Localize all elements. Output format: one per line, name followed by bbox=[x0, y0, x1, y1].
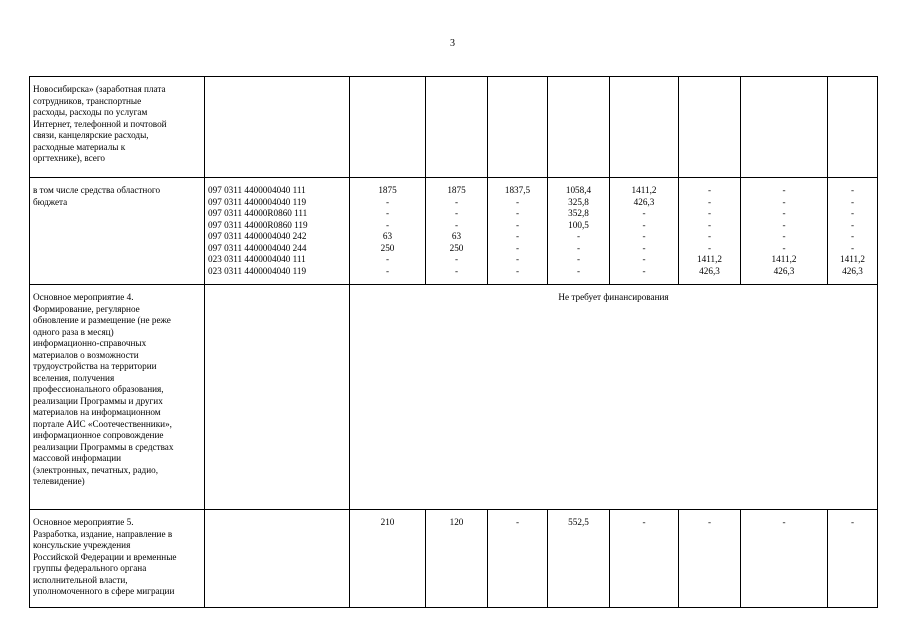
row-title-line: уполномоченного в сфере миграции bbox=[33, 586, 175, 596]
row-title-line: портале АИС «Соотечественники», bbox=[33, 418, 172, 429]
value-cell bbox=[548, 77, 610, 178]
table-row bbox=[30, 178, 878, 285]
row-title-line: бюджета bbox=[33, 196, 68, 207]
row-title-line: расходы, расходы по услугам bbox=[33, 107, 148, 117]
value-cell bbox=[828, 178, 878, 285]
cell-value: - bbox=[576, 254, 581, 264]
row-title-line: обновление и размещение (не реже bbox=[33, 315, 171, 325]
value-cell bbox=[350, 510, 426, 608]
cell-value: - bbox=[850, 196, 855, 207]
cell-value: - bbox=[782, 185, 786, 195]
row-title-line: Разработка, издание, направление в bbox=[33, 528, 173, 539]
cell-value: 250 bbox=[380, 242, 395, 253]
budget-code-cell bbox=[205, 178, 350, 285]
cell-value: 1411,2 bbox=[771, 254, 797, 264]
cell-value: - bbox=[707, 242, 712, 253]
cell-value: - bbox=[642, 265, 646, 276]
row-title-line: группы федерального органа bbox=[33, 563, 147, 573]
value-cell bbox=[426, 77, 488, 178]
budget-code: 097 0311 4400004040 111 bbox=[208, 185, 306, 195]
cell-value: - bbox=[454, 254, 459, 264]
cell-value: - bbox=[850, 242, 855, 253]
budget-code: 097 0311 4400004040 119 bbox=[208, 196, 307, 207]
cell-value: - bbox=[707, 219, 712, 230]
cell-value: - bbox=[515, 196, 520, 207]
value-cell bbox=[488, 178, 548, 285]
row-title-line: Основное мероприятие 5. bbox=[33, 517, 134, 527]
cell-value: - bbox=[850, 219, 855, 230]
cell-value: 426,3 bbox=[699, 265, 720, 276]
cell-value: - bbox=[515, 517, 520, 527]
cell-value: - bbox=[515, 265, 520, 276]
row-title-line: профессионального образования, bbox=[33, 384, 164, 394]
cell-value: - bbox=[515, 231, 520, 241]
row-title-cell bbox=[30, 178, 205, 285]
value-cell bbox=[679, 77, 741, 178]
row-title-line: массовой информации bbox=[33, 453, 122, 463]
cell-value: 426,3 bbox=[633, 196, 655, 207]
cell-value: - bbox=[454, 196, 459, 207]
cell-value: - bbox=[576, 231, 581, 241]
row-title-cell bbox=[30, 285, 205, 510]
cell-value: - bbox=[707, 196, 712, 207]
cell-value: - bbox=[515, 208, 520, 218]
cell-value: - bbox=[642, 242, 646, 253]
cell-value: - bbox=[707, 231, 712, 241]
no-funding-cell bbox=[350, 285, 878, 510]
cell-value: - bbox=[454, 219, 459, 230]
cell-value: - bbox=[782, 231, 786, 241]
cell-value: 426,3 bbox=[842, 265, 863, 276]
cell-value: 1875 bbox=[447, 185, 466, 195]
value-cell bbox=[741, 77, 828, 178]
cell-value: - bbox=[385, 208, 390, 218]
value-cell bbox=[548, 510, 610, 608]
table-row bbox=[30, 285, 878, 510]
cell-value: - bbox=[642, 254, 646, 264]
cell-value: 120 bbox=[449, 517, 464, 527]
row-title-line: материалов о возможности bbox=[33, 349, 139, 360]
value-cell bbox=[350, 77, 426, 178]
budget-code-cell bbox=[205, 510, 350, 608]
cell-value: 210 bbox=[380, 517, 395, 527]
cell-value: 1837,5 bbox=[504, 185, 531, 195]
no-funding-note: Не требует финансирования bbox=[558, 292, 669, 302]
cell-value: - bbox=[707, 208, 712, 218]
cell-value: - bbox=[707, 185, 712, 195]
cell-value: - bbox=[850, 185, 855, 195]
value-cell bbox=[488, 510, 548, 608]
value-cell bbox=[426, 510, 488, 608]
cell-value: - bbox=[642, 208, 646, 218]
cell-value: - bbox=[782, 196, 786, 207]
value-cell bbox=[488, 77, 548, 178]
row-title-line: исполнительной власти, bbox=[33, 574, 128, 585]
row-title-line: Новосибирска» (заработная плата bbox=[33, 84, 166, 94]
cell-value: - bbox=[454, 208, 459, 218]
cell-value: - bbox=[385, 196, 390, 207]
cell-value: 1058,4 bbox=[565, 185, 592, 195]
row-title-line: вселения, получения bbox=[33, 372, 115, 383]
value-cell bbox=[741, 178, 828, 285]
value-cell bbox=[828, 510, 878, 608]
cell-value: - bbox=[707, 517, 712, 527]
cell-value: 100,5 bbox=[568, 219, 589, 230]
row-title-line: оргтехнике), всего bbox=[33, 153, 106, 163]
cell-value: - bbox=[385, 265, 390, 276]
cell-value: - bbox=[515, 242, 520, 253]
row-title-line: Основное мероприятие 4. bbox=[33, 292, 134, 302]
budget-table bbox=[29, 76, 878, 608]
row-title-line: материалов на информационном bbox=[33, 407, 161, 417]
cell-value: - bbox=[385, 254, 390, 264]
cell-value: - bbox=[454, 265, 459, 276]
row-title-line: Интернет, телефонной и почтовой bbox=[33, 118, 167, 129]
row-title-line: Формирование, регулярное bbox=[33, 303, 140, 314]
cell-value: - bbox=[850, 231, 855, 241]
value-cell bbox=[610, 510, 679, 608]
cell-value: - bbox=[642, 517, 646, 527]
row-title-line: реализации Программы и других bbox=[33, 395, 163, 406]
cell-value: 552,5 bbox=[568, 517, 589, 527]
budget-code: 097 0311 4400004040 244 bbox=[208, 242, 307, 253]
row-title-line: (электронных, печатных, радио, bbox=[33, 464, 159, 475]
budget-code: 023 0311 4400004040 119 bbox=[208, 265, 307, 276]
cell-value: 250 bbox=[449, 242, 464, 253]
cell-value: 1411,2 bbox=[631, 185, 657, 195]
cell-value: - bbox=[515, 219, 520, 230]
value-cell bbox=[548, 178, 610, 285]
row-title-cell bbox=[30, 77, 205, 178]
cell-value: 1875 bbox=[378, 185, 397, 195]
cell-value: 63 bbox=[382, 231, 393, 241]
cell-value: 352,8 bbox=[568, 208, 589, 218]
cell-value: 63 bbox=[451, 231, 462, 241]
page-number: 3 bbox=[450, 38, 455, 49]
cell-value: - bbox=[642, 231, 646, 241]
row-title-line: реализации Программы в средствах bbox=[33, 441, 174, 452]
table-row bbox=[30, 510, 878, 608]
row-title-line: телевидение) bbox=[33, 476, 85, 486]
cell-value: 325,8 bbox=[568, 196, 589, 207]
cell-value: - bbox=[642, 219, 646, 230]
budget-code: 097 0311 44000R0860 119 bbox=[208, 219, 308, 230]
cell-value: - bbox=[782, 219, 786, 230]
row-title-line: информационно-справочных bbox=[33, 338, 147, 348]
value-cell bbox=[679, 510, 741, 608]
value-cell bbox=[741, 510, 828, 608]
value-cell bbox=[350, 178, 426, 285]
cell-value: - bbox=[515, 254, 520, 264]
cell-value: - bbox=[850, 517, 855, 527]
cell-value: - bbox=[850, 208, 855, 218]
row-title-line: Российской Федерации и временные bbox=[33, 551, 177, 562]
cell-value: - bbox=[782, 242, 786, 253]
cell-value: - bbox=[576, 265, 581, 276]
row-title-line: информационное сопровождение bbox=[33, 430, 164, 440]
row-title-line: одного раза в месяц) bbox=[33, 326, 114, 337]
cell-value: - bbox=[782, 517, 786, 527]
value-cell bbox=[610, 77, 679, 178]
cell-value: - bbox=[576, 242, 581, 253]
cell-value: - bbox=[782, 208, 786, 218]
budget-code: 097 0311 4400004040 242 bbox=[208, 231, 307, 241]
row-title-line: связи, канцелярские расходы, bbox=[33, 130, 149, 140]
value-cell bbox=[610, 178, 679, 285]
row-title-line: в том числе средства областного bbox=[33, 185, 161, 195]
table-row bbox=[30, 77, 878, 178]
budget-code: 023 0311 4400004040 111 bbox=[208, 254, 306, 264]
budget-code: 097 0311 44000R0860 111 bbox=[208, 208, 308, 218]
row-title-line: сотрудников, транспортные bbox=[33, 95, 142, 106]
budget-code-cell bbox=[205, 77, 350, 178]
row-title-cell bbox=[30, 510, 205, 608]
value-cell bbox=[426, 178, 488, 285]
budget-code-cell bbox=[205, 285, 350, 510]
cell-value: - bbox=[385, 219, 390, 230]
value-cell bbox=[828, 77, 878, 178]
cell-value: 1411,2 bbox=[840, 254, 865, 264]
row-title-line: расходные материалы к bbox=[33, 141, 126, 152]
row-title-line: трудоустройства на территории bbox=[33, 361, 157, 371]
row-title-line: консульские учреждения bbox=[33, 540, 131, 550]
value-cell bbox=[679, 178, 741, 285]
cell-value: 426,3 bbox=[773, 265, 795, 276]
cell-value: 1411,2 bbox=[697, 254, 722, 264]
